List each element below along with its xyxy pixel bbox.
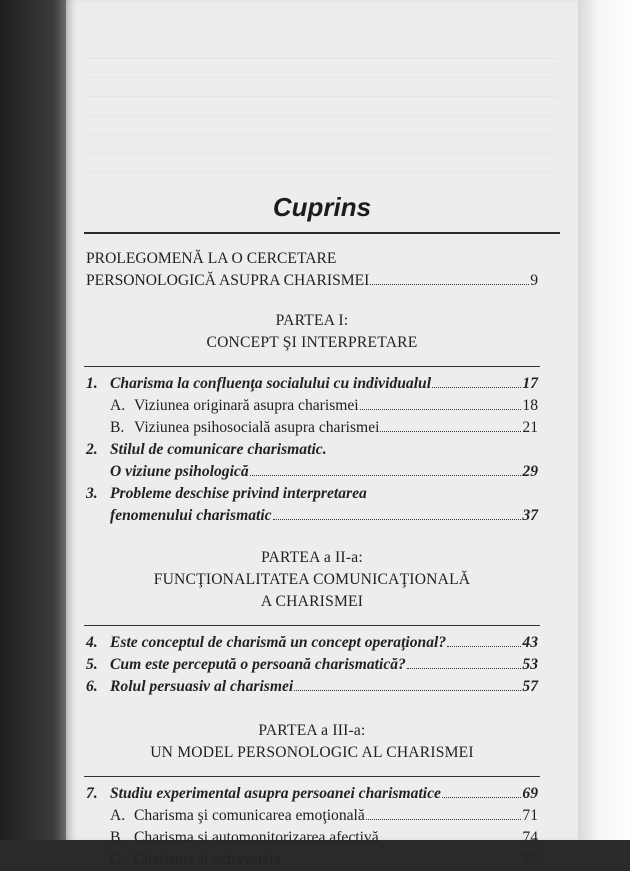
entry-title: Viziunea originară asupra charismei [134, 397, 359, 414]
part-heading [86, 310, 538, 354]
toc-entry-line [86, 849, 538, 871]
entry-title: Charisma şi automonitorizarea afectivă [134, 829, 379, 846]
part-heading [86, 720, 538, 764]
toc-part-2 [86, 547, 538, 698]
entry-title: Charisma la confluenţa socialului cu individualul [110, 375, 432, 392]
page-number: 21 [522, 419, 538, 436]
leader-dots [447, 646, 521, 647]
toc-entry [86, 417, 538, 439]
entry-title: Charisma şi extraversia [134, 851, 281, 868]
page-number: 74 [522, 829, 538, 846]
entry-number: C. [110, 851, 125, 868]
page-title: Cuprins [272, 192, 372, 222]
leader-dots [294, 690, 521, 691]
entry-number: 6. [86, 678, 98, 695]
entry-title: fenomenului charismatic [110, 507, 272, 524]
entry-number: B. [110, 419, 125, 436]
book-spine-shadow [0, 0, 66, 840]
toc-entry [86, 849, 538, 871]
page-number: 29 [522, 463, 538, 480]
page-number: 18 [522, 397, 538, 414]
page-number: 17 [522, 375, 538, 392]
leader-dots [250, 475, 522, 476]
part-rule [84, 776, 540, 777]
part-title-line: UN MODEL PERSONOLOGIC AL CHARISMEI [150, 744, 474, 761]
toc-entry [86, 676, 538, 698]
toc-entry-line [86, 827, 538, 849]
part-label: PARTEA a II-a: [261, 549, 363, 566]
leader-dots [432, 387, 521, 388]
toc-entry [86, 632, 538, 654]
leader-dots [360, 409, 522, 410]
toc-entry-line [86, 805, 538, 827]
leader-dots [380, 431, 521, 432]
prolegomena-line-1: PROLEGOMENĂ LA O CERCETARE [86, 250, 337, 267]
toc-entry-line [86, 654, 538, 676]
entry-number: A. [110, 807, 126, 824]
toc-entry [86, 654, 538, 676]
part-label: PARTEA I: [275, 312, 349, 329]
entry-number: 2. [86, 441, 98, 458]
entry-title: Studiu experimental asupra persoanei charismatice [110, 785, 441, 802]
table-of-contents [86, 238, 538, 871]
page-number: 53 [522, 656, 538, 673]
prolegomena-line-2: PERSONOLOGICĂ ASUPRA CHARISMEI [86, 272, 370, 289]
part-rule [84, 625, 540, 626]
entry-title: Viziunea psihosocială asupra charismei [134, 419, 380, 436]
part-title-line: CONCEPT ŞI INTERPRETARE [206, 334, 418, 351]
toc-entry-line [86, 483, 538, 505]
leader-dots [370, 284, 529, 285]
page-number: 77 [522, 851, 538, 868]
leader-dots [407, 668, 522, 669]
toc-entry [86, 827, 538, 849]
book-page [66, 0, 578, 868]
entry-title: Cum este percepută o persoană charismatică? [110, 656, 406, 673]
toc-entry-line [86, 395, 538, 417]
entry-title: Este conceptul de charismă un concept operaţional? [110, 634, 447, 651]
toc-entry-line [86, 505, 538, 527]
toc-entry [86, 373, 538, 395]
toc-entry [86, 783, 538, 805]
toc-entry [86, 483, 538, 527]
toc-entry-line [86, 439, 538, 461]
toc-entry [86, 439, 538, 483]
page-number: 71 [522, 807, 538, 824]
page-edge-highlight [578, 0, 630, 840]
toc-entry [86, 805, 538, 827]
leader-dots [380, 841, 522, 842]
part-rule [84, 366, 540, 367]
part-label: PARTEA a III-a: [258, 722, 366, 739]
title-rule [84, 232, 560, 234]
entry-title: Stilul de comunicare charismatic. [110, 441, 327, 458]
part-heading [86, 547, 538, 613]
entry-number: 3. [86, 485, 98, 502]
toc-entry-line [86, 417, 538, 439]
entry-number: 4. [86, 634, 98, 651]
toc-entry-line [86, 632, 538, 654]
leader-dots [273, 519, 522, 520]
part-title-line: FUNCŢIONALITATEA COMUNICAŢIONALĂ [153, 571, 471, 588]
toc-entry-line [86, 373, 538, 395]
toc-part-3 [86, 720, 538, 871]
part-title-line: A CHARISMEI [260, 593, 364, 610]
page-number: 69 [522, 785, 538, 802]
entry-number: 5. [86, 656, 98, 673]
entry-title: Probleme deschise privind interpretarea [110, 485, 367, 502]
toc-entry-line [86, 676, 538, 698]
page-number: 43 [522, 634, 538, 651]
page-number: 37 [522, 507, 538, 524]
entry-title: O viziune psihologică [110, 463, 249, 480]
entry-number: A. [110, 397, 126, 414]
entry-number: 7. [86, 785, 98, 802]
page-number: 57 [522, 678, 538, 695]
toc-part-1 [86, 310, 538, 527]
entry-number: 1. [86, 375, 98, 392]
toc-entry [86, 395, 538, 417]
entry-number: B. [110, 829, 125, 846]
entry-title: Charisma şi comunicarea emoţională [134, 807, 365, 824]
leader-dots [366, 819, 522, 820]
leader-dots [442, 797, 521, 798]
toc-parts [86, 310, 538, 871]
toc-entry-line [86, 783, 538, 805]
toc-entry-prolegomena [86, 248, 538, 292]
entry-title: Rolul persuasiv al charismei [110, 678, 294, 695]
page-number: 9 [530, 272, 538, 289]
toc-entry-line [86, 461, 538, 483]
leader-dots [281, 863, 521, 864]
